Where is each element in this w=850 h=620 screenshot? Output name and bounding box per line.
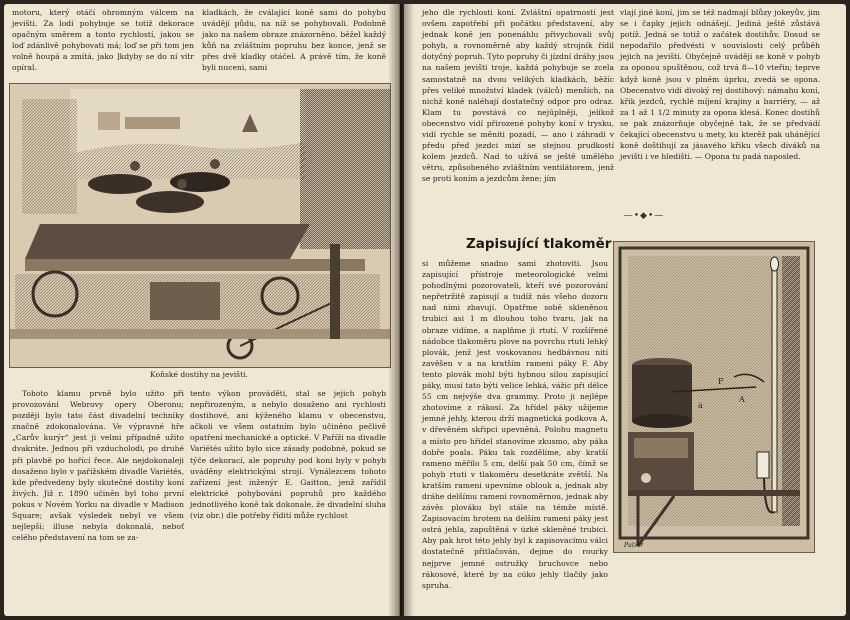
left-top-column-b: kladkách, že cválající koně sami do pohybu uvádějí půdu, na níž se pohybovali. Podobně jako na našem obraze znázorněno, běžel každý kůň na zvláštním popruhu bez konce, jenž se přes dvě kladky otáčel. A právě tím, že koně byli nuceni, sami	[202, 8, 386, 73]
fig-letter-A: A	[739, 395, 745, 404]
fig-letter-F: F	[718, 377, 724, 386]
right-top-column-a: jeho dle rychlosti koní. Zvláštní opatrností jest ovšem zapotřebí při počátku představení, aby jednak koně jen ponenáhlu přivychovali svůj pohyb, a rovnoměrně aby každý strojník řídil dotyčný popruh. Tyto popruhy či jízdní dráhy jsou na našem jevišti troje, každá pohybuje se zcela samostatně na dvou velikých kladkách, běžíc přes veliké množství kladek (válců) menších, na nichž koně naléhají dostatečný odpor pro odraz. Klam tu povstává co nejúplněji, jelikož obecenstvo vidí přirozené pohyby koní v trysku, vidí rychle se měniti pozadí, — ano i záhradí v předu před jezdci mizí se stejnou prudkostí kolem jezdců. Nad to užívá se ještě umělého větru, způsobeného zvláštním ventilátorem, jenž se proti koním a jezdcům žene; jím	[422, 8, 614, 184]
left-top-column-a: motoru, který otáčí ohromným válcem na jevišti. Za lodí pohybuje se totiž dekorace opačným směrem a tonto rychlostí, jakou se loď zdánlivě pohybovati má; loď se při tom jen volně houpá a zmítá, jako ]kdyby se do ní vítr opíral.	[12, 8, 194, 73]
horse-race-engraving	[9, 83, 391, 368]
horse-race-illustration	[10, 84, 390, 367]
right-page	[404, 4, 846, 616]
barometer-illustration	[613, 241, 815, 553]
left-bottom-column-a: Tohoto klamu prvně bylo užito při provozování Webrovy opery Oberonu; později bylo tato část divadelní techniky značně zdokonalována. Ve výpravné hře „Carův kurýr“ jest ji velmi případně užito dvakráte. Jednou při vzducholodi, po druhé při plavbě po hořící řece. Ale nejdokonaleji dosaženo bylo v pařížském divadle Variétés, kde předvedeny byly skutečné dostihy koní živých. Již r. 1890 učiněn byl toho první pokus v Novém Yorku na divadle v Madison Square; avšak výsledek nebyl ve všem nejlepší; illuse nebyla dokonalá, neboť celého představení na tom se za-	[12, 389, 184, 543]
right-top-column-b: vlají jiné koní, jim se též nadmají blůzy jokeyův, jim se i čapky jejich odnášejí. Jediná ještě zůstává potíž. Jedná se totiž o začátek dostihův. Dosud se nepodařilo předvésti v souvislosti celý průběh jejich na jevišti. Obyčejně uváději se koně v pohyb za oponou spuštěnou, což trvá 8—10 vteřin; teprve když koně jsou v plném úprku, zvedá se opona. Obecenstvo vidí divoký rej dostihový: námahu koní, křik jezdců, rychlé míjení krajiny a barriéry, — až za 1 až 1 1/2 minuty za opona klesá. Konec dostihů se pak znázorňuje obyčejně tak, že se předvádí čekající obecenstvu u mety, ku kterěž pak uhánějící koně doštihují za jásavého křiku všech diváků na jevišti i ve hledišti. — Opona tu padá naposled.	[620, 8, 820, 162]
book-gutter	[388, 4, 414, 616]
barometer-drawing	[614, 242, 814, 552]
engraver-mark: Pulzer	[624, 542, 644, 549]
left-page	[4, 4, 400, 616]
fig-letter-a: a	[698, 401, 703, 410]
left-bottom-column-b: tento výkon prováděti, stal se jejich pohyb nepřirozeným, a nebylo dosaženo ani rychlosti dostihové, ani kýženého klamu v obecenstvu, ačkoli ve všem ostatním bylo učiněno pečlivě opatření mechanické a optické. V Paříži na divadle Variétés užito bylo sice zásady podobné, pokud se týče dekorací, ale popruhy pod koni byly v pohyb uváděny elektrickými strojí. Vynálezcem tohoto zařízení jest inženýr E. Gaitton, jenž zařídil elektrické pohybování popruhů pro každého jednotlivého koně tak dokonale, že divadelní sluha (viz obr.) dle potřeby řídití může rychlost	[190, 389, 386, 521]
section-title: Zapisující tlakoměr	[466, 236, 612, 252]
article-column: si můžeme snadno sami zhotoviti. Jsou zapisující přístroje meteorologické velmi pohodlnými pozorovateli, kteří své pozorování nepřetržitě zapisují a tudíž nás všeho dozoru nad nimi zbavují. Opatřme sobě skleněnou trubici asi 1 m dlouhou toho tvaru, jak na obraze vidíme, a naplňme ji rtutí. V rozšířené nádobce tlakoměru plove na povrchu rtuti lehký plovák, jenž jest voskovanou hedbávnou nití zavěšen v a na kratším rameni páky F. Aby tento plovák mohl býti hybnou silou zapisující páky, musí tato býti velice lehká, vážíc při délce 55 cm nejvýše dva grammy. Proto ji nejlépe zhotovíme z rákosí. Za hřídel páky užijeme jemné jehly, kterou drží magnetická podkova A, v dřevěném skřipci upevněná. Polohu magnetu a místo pro hřídel stanovíme zkusmo, aby páka dobře poala. Páku tak rozdělíme, aby kratší rameno měřilo 5 cm, delší pak 50 cm, čímž se pohyb rtuti v tlakoměru desetkráte zvětší. Na kratším rameni upevníme oblouk a, jednak aby dráhe delšímu rameni rovnoměrnou, jednak aby závěs plováku byl stále na témže místě. Zapisovacím hrotem na delším rameni páky jest ostrá jehla, zapuštěná v úzké skleněné trubici. Aby pak hrot této jehly byl k zapisovacímu válci dostatečně přitlačován, dejme do rourky nejprve jemné ostružky bruchovce nebo rákosové, které by na cúko jehly tlačily jako spruha.	[422, 259, 608, 590]
figure-caption: Koňské dostihy na jevišti.	[150, 370, 248, 379]
section-ornament: —•◆•—	[623, 211, 665, 221]
